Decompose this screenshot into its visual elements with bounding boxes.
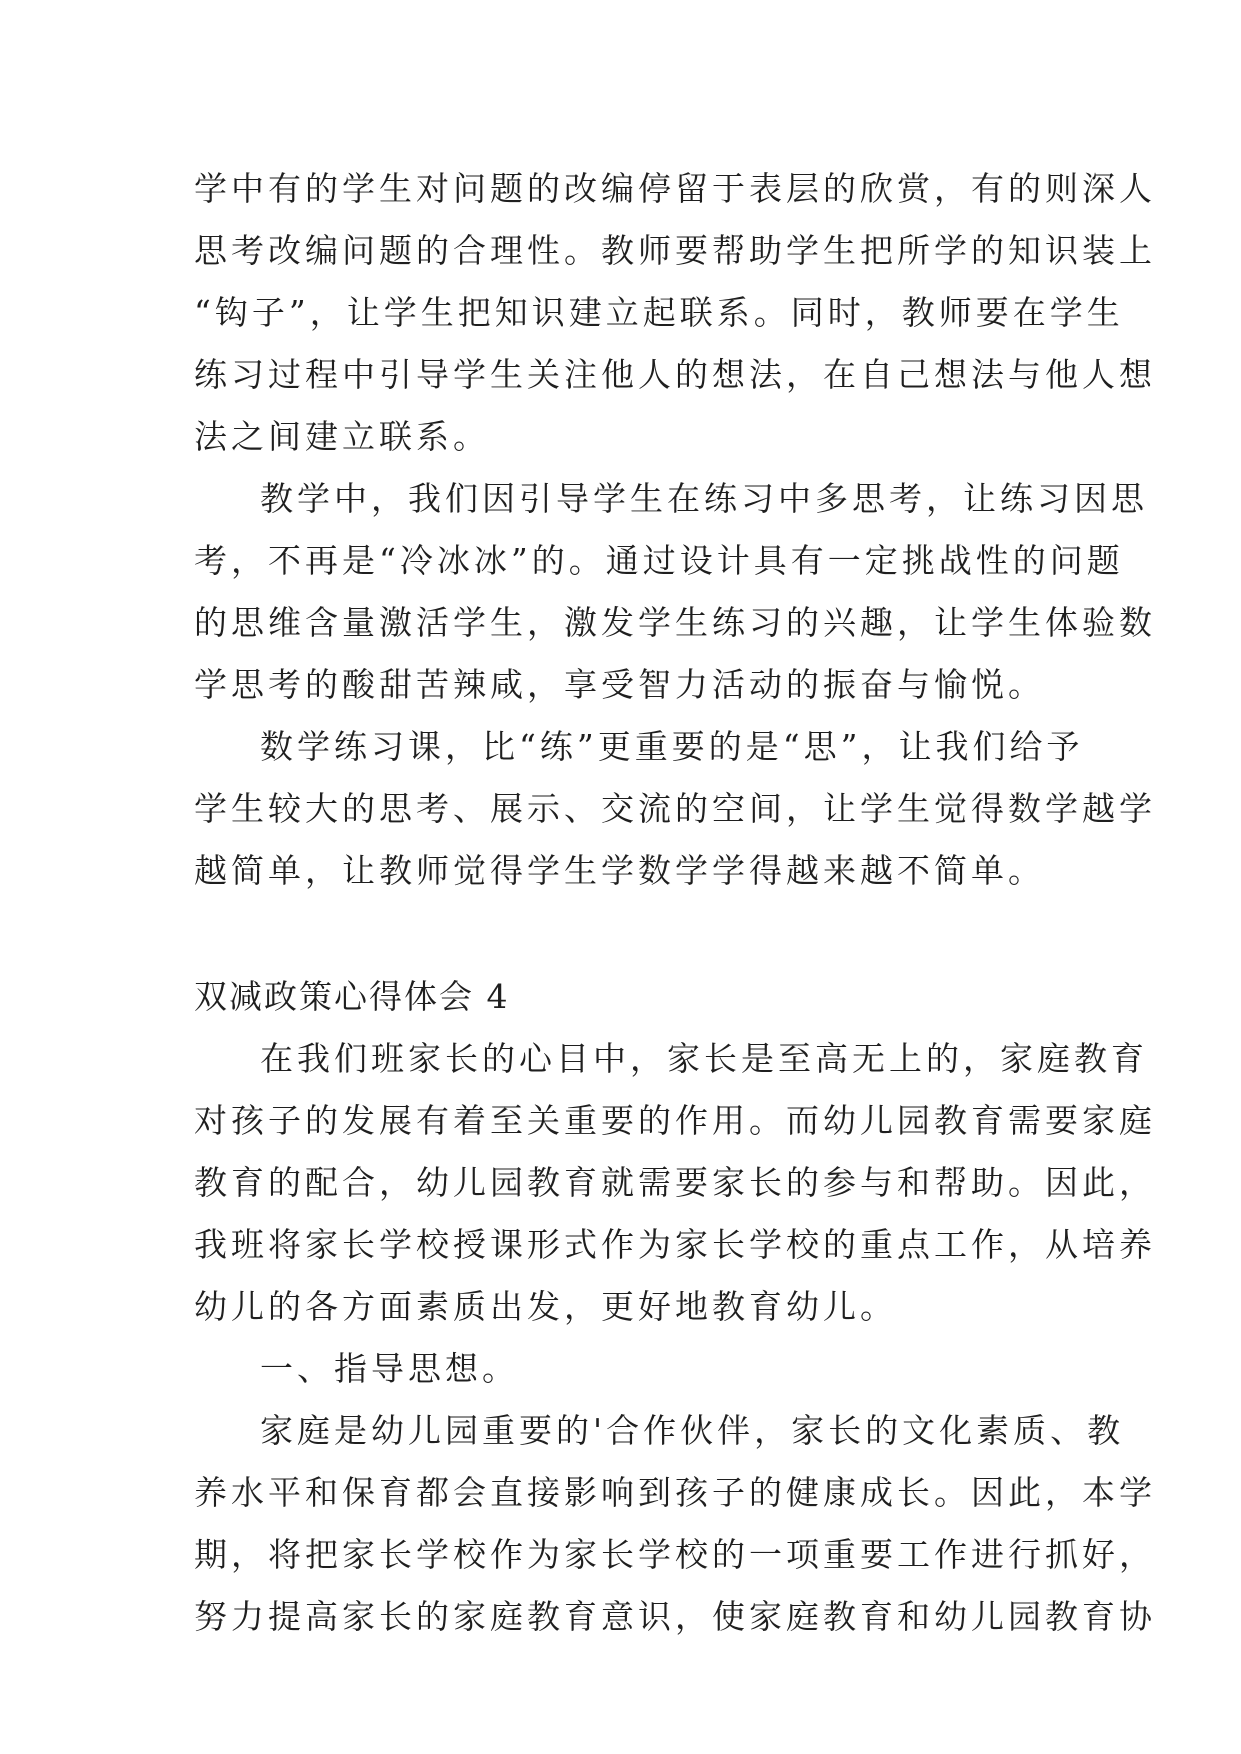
text-line: 养水平和保育都会直接影响到孩子的健康成长。因此，本学	[194, 1473, 1156, 1512]
text-line: 练习过程中引导学生关注他人的想法，在自己想法与他人想	[194, 355, 1156, 394]
text-line: 努力提高家长的家庭教育意识，使家庭教育和幼儿园教育协	[194, 1597, 1156, 1636]
paragraph-3	[194, 716, 1156, 902]
paragraph-5	[194, 1400, 1156, 1648]
text-line: 的思维含量激活学生，激发学生练习的兴趣，让学生体验数	[194, 603, 1156, 642]
section-spacer	[194, 902, 1074, 966]
text-line: 考，不再是“冷冰冰”的。通过设计具有一定挑战性的问题	[194, 541, 1124, 580]
paragraph-4	[194, 1028, 1156, 1338]
text-line: 学中有的学生对问题的改编停留于表层的欣赏，有的则深人	[194, 169, 1156, 208]
text-line: 教育的配合，幼儿园教育就需要家长的参与和帮助。因此，	[194, 1163, 1156, 1202]
text-line: 我班将家长学校授课形式作为家长学校的重点工作，从培养	[194, 1225, 1156, 1264]
text-line: 幼儿的各方面素质出发，更好地教育幼儿。	[194, 1287, 897, 1326]
document-body	[194, 158, 1156, 1648]
paragraph-2	[194, 468, 1156, 716]
text-line: 教学中，我们因引导学生在练习中多思考，让练习因思	[260, 479, 1148, 518]
paragraph-1	[194, 158, 1156, 468]
text-line: 越简单，让教师觉得学生学数学学得越来越不简单。	[194, 851, 1045, 890]
text-line: 学思考的酸甜苦辣咸，享受智力活动的振奋与愉悦。	[194, 665, 1045, 704]
section-title: 双减政策心得体会 4	[194, 977, 510, 1016]
text-line: “钩子”，让学生把知识建立起联系。同时，教师要在学生	[194, 293, 1124, 332]
subheading	[194, 1338, 1074, 1400]
text-line: 思考改编问题的合理性。教师要帮助学生把所学的知识装上	[194, 231, 1156, 270]
text-line: 家庭是幼儿园重要的'合作伙伴，家长的文化素质、教	[260, 1411, 1125, 1450]
text-line: 在我们班家长的心目中，家长是至高无上的，家庭教育	[260, 1039, 1148, 1078]
text-line: 期，将把家长学校作为家长学校的一项重要工作进行抓好，	[194, 1535, 1156, 1574]
text-line: 法之间建立联系。	[194, 417, 490, 456]
text-line: 对孩子的发展有着至关重要的作用。而幼儿园教育需要家庭	[194, 1101, 1156, 1140]
text-line: 数学练习课，比“练”更重要的是“思”，让我们给予	[260, 727, 1084, 766]
subheading-text: 一、指导思想。	[260, 1349, 519, 1388]
text-line: 学生较大的思考、展示、交流的空间，让学生觉得数学越学	[194, 789, 1156, 828]
